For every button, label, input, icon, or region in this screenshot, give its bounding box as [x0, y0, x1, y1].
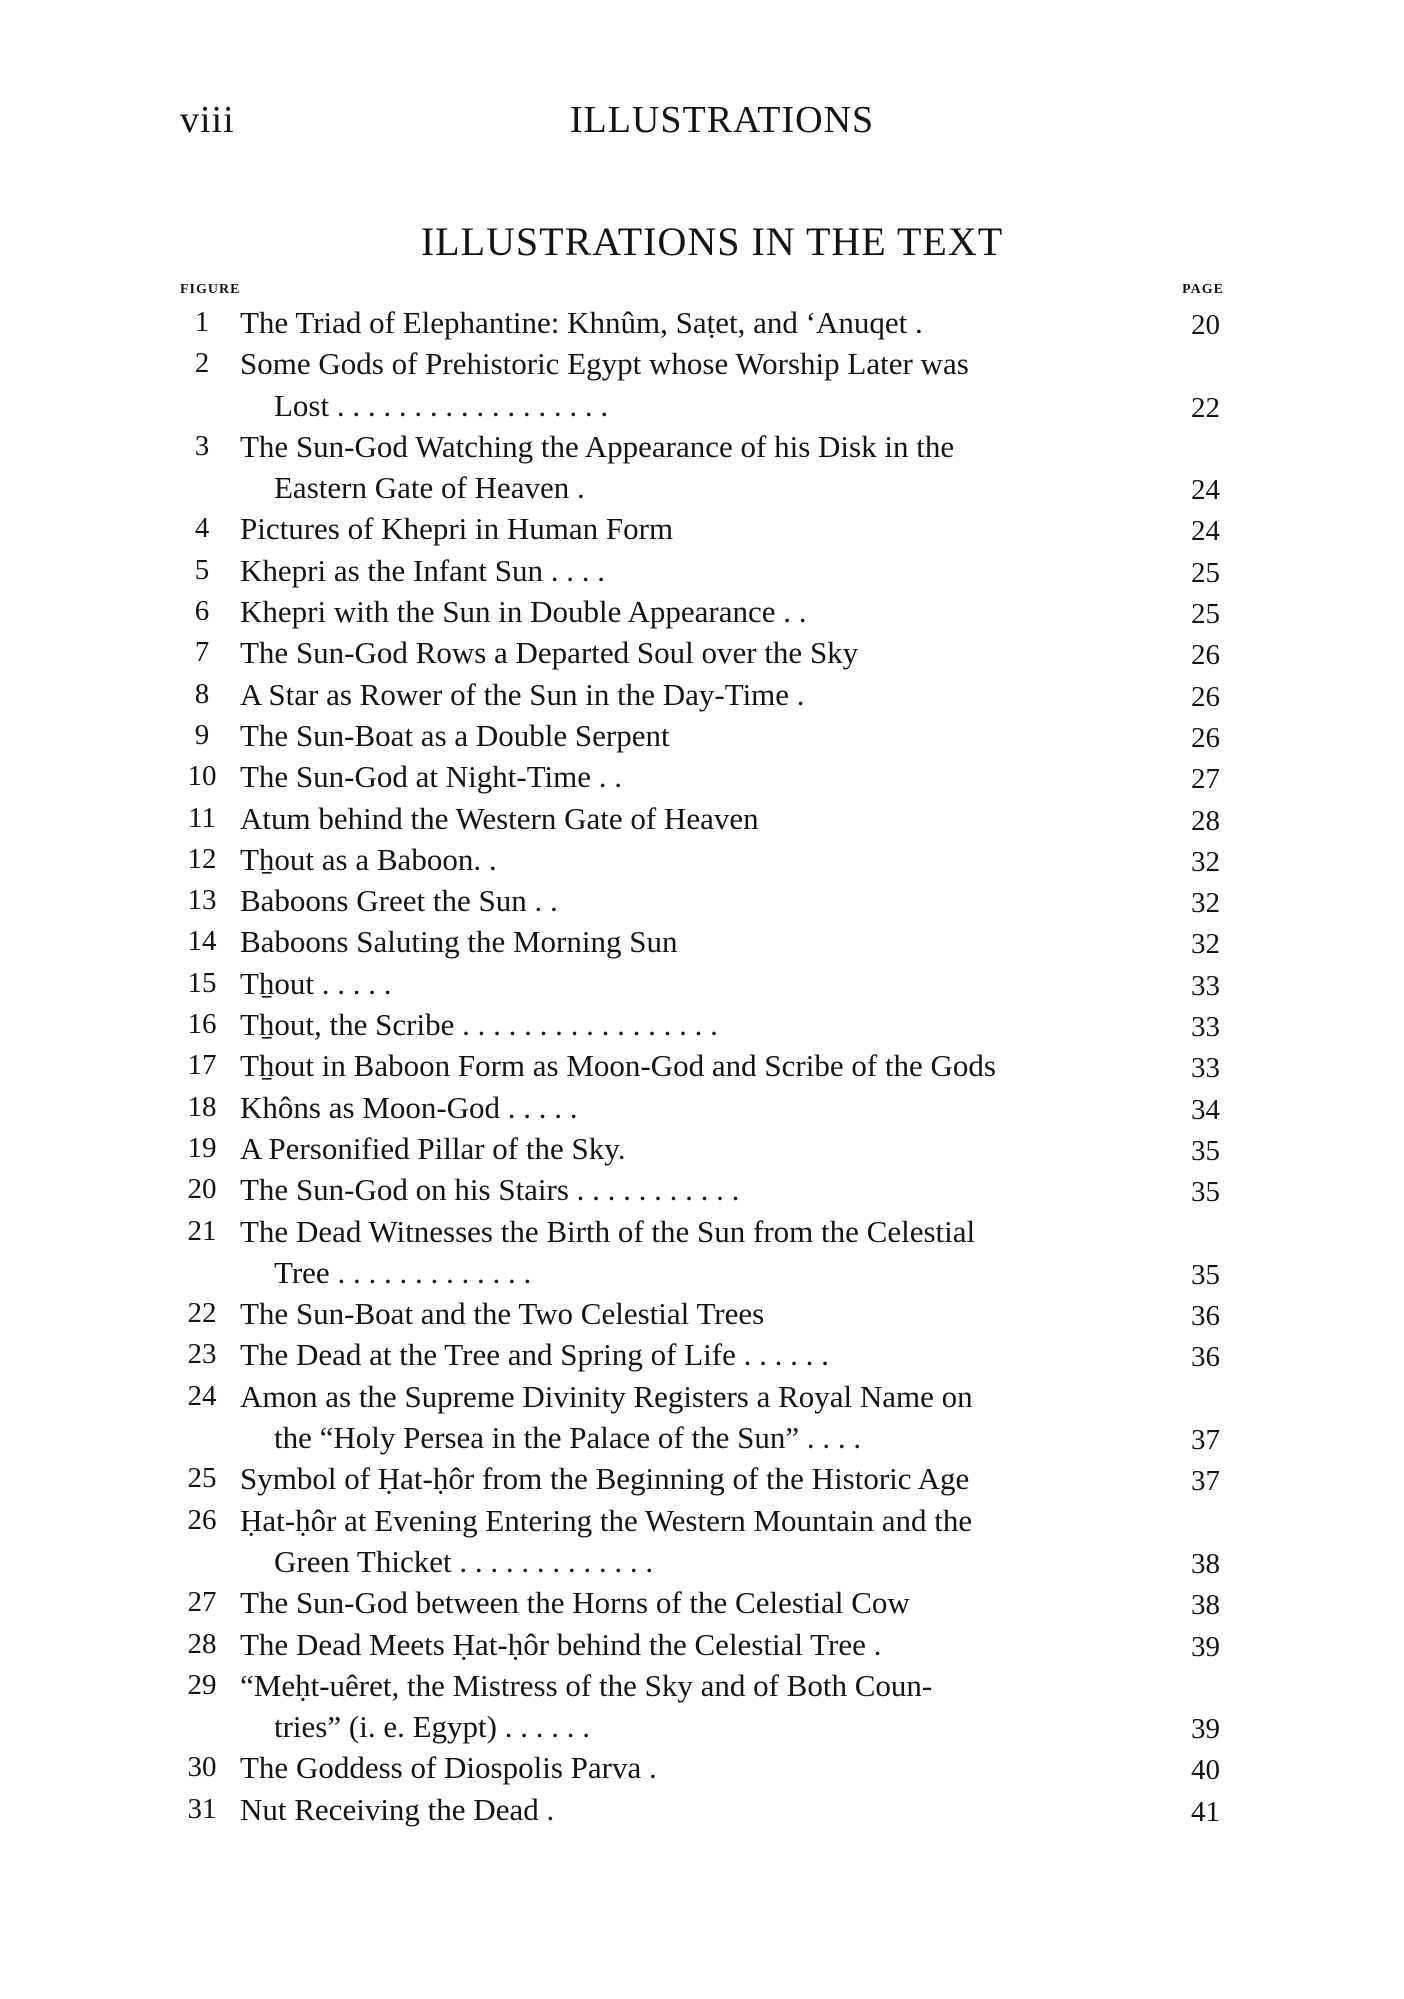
list-item: [180, 756, 1224, 797]
entry-line: [180, 1624, 1224, 1665]
entry-line: [180, 715, 1224, 756]
entry-line: [180, 1169, 1224, 1210]
page-reference: 27: [1191, 763, 1220, 796]
page-reference: 35: [1191, 1176, 1220, 1209]
page-reference: 33: [1191, 969, 1220, 1002]
page-reference: 25: [1191, 556, 1220, 589]
entry-line: [180, 1500, 1224, 1541]
entry-line: [180, 343, 1224, 384]
entry-title: Tẖout in Baboon Form as Moon-God and Scribe of the Gods: [240, 1048, 996, 1084]
running-title: ILLUSTRATIONS: [569, 99, 875, 141]
figure-number: 6: [194, 595, 210, 628]
page-reference: 24: [1191, 515, 1220, 548]
entry-title: Amon as the Supreme Divinity Registers a Royal Name on: [240, 1378, 973, 1414]
list-item: [180, 921, 1224, 962]
page-reference: 38: [1191, 1589, 1220, 1622]
list-item: [180, 343, 1224, 426]
list-item: [180, 1211, 1224, 1294]
list-item: [180, 1128, 1224, 1169]
entry-title: Tẖout, the Scribe . . . . . . . . . . . . . . . . .: [240, 1007, 718, 1043]
illustrations-list: [180, 302, 1224, 1830]
entry-line: [180, 839, 1224, 880]
entry-title: Khepri as the Infant Sun . . . .: [240, 552, 606, 588]
figure-number: 24: [187, 1379, 217, 1412]
page-reference: 35: [1191, 1134, 1220, 1167]
entry-line: [180, 467, 1224, 508]
list-item: [180, 798, 1224, 839]
page-reference: 32: [1191, 887, 1220, 920]
entry-title: The Sun-God on his Stairs . . . . . . . . . . .: [240, 1172, 740, 1208]
figure-number: 13: [187, 884, 217, 917]
page-reference: 24: [1191, 474, 1220, 507]
page-reference: 26: [1191, 639, 1220, 672]
running-head: [180, 98, 1224, 148]
entry-line: [180, 880, 1224, 921]
entry-title: Khôns as Moon-God . . . . .: [240, 1089, 578, 1125]
figure-number: 28: [187, 1627, 217, 1660]
entry-title: The Sun-Boat and the Two Celestial Trees: [240, 1296, 765, 1332]
entry-line: [180, 1293, 1224, 1334]
list-item: [180, 880, 1224, 921]
entry-title: Baboons Saluting the Morning Sun: [240, 924, 678, 960]
page-reference: 26: [1191, 680, 1220, 713]
figure-number: 18: [187, 1090, 217, 1123]
figure-number: 22: [187, 1297, 217, 1330]
page-column-header: PAGE: [1182, 282, 1224, 297]
entry-title: Baboons Greet the Sun . .: [240, 883, 558, 919]
page-reference: 32: [1191, 845, 1220, 878]
list-item: [180, 1747, 1224, 1788]
list-item: [180, 426, 1224, 509]
page-reference: 37: [1191, 1424, 1220, 1457]
entry-line: [180, 1458, 1224, 1499]
list-item: [180, 1045, 1224, 1086]
entry-title: The Dead Meets Ḥat-ḥôr behind the Celestial Tree .: [240, 1626, 882, 1662]
figure-number: 23: [187, 1338, 217, 1371]
entry-line: [180, 798, 1224, 839]
list-item: [180, 1789, 1224, 1830]
list-item: [180, 1169, 1224, 1210]
list-item: [180, 591, 1224, 632]
entry-line: [180, 1128, 1224, 1169]
entry-title: “Meḥt-uêret, the Mistress of the Sky and of Both Coun-: [240, 1667, 933, 1703]
entry-title: The Sun-God at Night-Time . .: [240, 759, 623, 795]
entry-line: [180, 756, 1224, 797]
entry-line: [180, 508, 1224, 549]
figure-number: 1: [194, 306, 210, 338]
entry-title: Symbol of Ḥat-ḥôr from the Beginning of the Historic Age: [240, 1461, 970, 1497]
page-reference: 35: [1191, 1258, 1220, 1291]
entry-line: [180, 550, 1224, 591]
entry-line: [180, 426, 1224, 467]
figure-number: 7: [194, 636, 210, 669]
entry-line: [180, 1045, 1224, 1086]
page-reference: 33: [1191, 1011, 1220, 1044]
list-item: [180, 1087, 1224, 1128]
entry-title: The Sun-God between the Horns of the Celestial Cow: [240, 1585, 910, 1621]
section-title: ILLUSTRATIONS IN THE TEXT: [420, 219, 1004, 264]
figure-number: 17: [187, 1049, 217, 1082]
figure-number: 8: [194, 677, 210, 710]
figure-number: 20: [187, 1173, 217, 1206]
entry-title: the “Holy Persea in the Palace of the Sun” . . . .: [274, 1420, 862, 1456]
list-item: [180, 1334, 1224, 1375]
entry-title: The Sun-God Watching the Appearance of his Disk in the: [240, 428, 955, 464]
list-item: [180, 1458, 1224, 1499]
entry-title: Tẖout as a Baboon. .: [240, 841, 497, 877]
entry-title: Lost . . . . . . . . . . . . . . . . . .: [274, 387, 609, 423]
page-reference: 33: [1191, 1052, 1220, 1085]
list-item: [180, 508, 1224, 549]
entry-line: [180, 1747, 1224, 1788]
entry-line: [180, 963, 1224, 1004]
entry-line: [180, 1004, 1224, 1045]
entry-line: [180, 1789, 1224, 1830]
figure-number: 5: [194, 553, 210, 586]
figure-number: 3: [194, 429, 210, 462]
list-item: [180, 839, 1224, 880]
entry-line: [180, 1665, 1224, 1706]
entry-line: [180, 1087, 1224, 1128]
figure-number: 12: [187, 842, 217, 875]
page-reference: 40: [1191, 1754, 1220, 1787]
entry-title: The Goddess of Diospolis Parva .: [240, 1750, 657, 1786]
entry-line: [180, 1211, 1224, 1252]
figure-number: 11: [188, 801, 216, 834]
list-item: [180, 1582, 1224, 1623]
list-item: [180, 1293, 1224, 1334]
entry-title: Tẖout . . . . .: [240, 965, 392, 1001]
list-item: [180, 1004, 1224, 1045]
page-reference: 36: [1191, 1341, 1220, 1374]
entry-line: [180, 1376, 1224, 1417]
list-item: [180, 1624, 1224, 1665]
entry-title: The Sun-Boat as a Double Serpent: [240, 717, 670, 753]
list-item: [180, 1376, 1224, 1459]
figure-number: 4: [194, 512, 210, 545]
list-item: [180, 632, 1224, 673]
page-reference: 38: [1191, 1547, 1220, 1580]
page-reference: 39: [1191, 1630, 1220, 1663]
figure-number: 19: [187, 1131, 217, 1164]
page-number: viii: [180, 99, 235, 141]
list-item: [180, 302, 1224, 343]
entry-line: [180, 632, 1224, 673]
figure-number: 30: [187, 1751, 217, 1784]
entry-title: A Personified Pillar of the Sky.: [240, 1130, 626, 1166]
entry-title: Ḥat-ḥôr at Evening Entering the Western Mountain and the: [240, 1502, 973, 1538]
entry-title: Atum behind the Western Gate of Heaven: [240, 800, 759, 836]
entry-line: [180, 385, 1224, 426]
figure-number: 9: [194, 718, 210, 751]
page-reference: 26: [1191, 721, 1220, 754]
page-reference: 34: [1191, 1093, 1220, 1126]
entry-title: Khepri with the Sun in Double Appearance . .: [240, 594, 807, 630]
entry-line: [180, 921, 1224, 962]
entry-line: [180, 1334, 1224, 1375]
page-reference: 32: [1191, 928, 1220, 961]
entry-title: tries” (i. e. Egypt) . . . . . .: [274, 1709, 590, 1745]
figure-number: 27: [187, 1586, 217, 1619]
page-reference: 25: [1191, 598, 1220, 631]
figure-number: 2: [194, 347, 210, 380]
page-reference: 22: [1191, 391, 1220, 424]
page-reference: 37: [1191, 1465, 1220, 1498]
figure-number: 10: [187, 760, 217, 793]
page-reference: 39: [1191, 1713, 1220, 1746]
figure-column-header: FIGURE: [180, 282, 241, 297]
list-item: [180, 1665, 1224, 1748]
entry-title: Tree . . . . . . . . . . . . .: [274, 1254, 532, 1290]
list-item: [180, 1500, 1224, 1583]
figure-number: 21: [187, 1214, 217, 1247]
entry-title: Pictures of Khepri in Human Form: [240, 511, 674, 547]
figure-number: 26: [187, 1503, 217, 1536]
entry-line: [180, 1706, 1224, 1747]
entry-title: Green Thicket . . . . . . . . . . . . .: [274, 1543, 654, 1579]
entry-line: [180, 591, 1224, 632]
figure-number: 16: [187, 1008, 217, 1041]
entry-title: Some Gods of Prehistoric Egypt whose Worship Later was: [240, 346, 969, 382]
entry-title: The Dead Witnesses the Birth of the Sun from the Celestial: [240, 1213, 976, 1249]
entry-line: [180, 1252, 1224, 1293]
page-reference: 20: [1191, 309, 1220, 341]
entry-line: [180, 674, 1224, 715]
entry-line: [180, 1582, 1224, 1623]
entry-line: [180, 1417, 1224, 1458]
page-reference: 41: [1191, 1795, 1220, 1828]
list-item: [180, 715, 1224, 756]
figure-number: 31: [187, 1792, 217, 1825]
entry-title: The Triad of Elephantine: Khnûm, Saṭet, and ‘Anuqet .: [240, 305, 923, 340]
figure-number: 25: [187, 1462, 217, 1495]
entry-line: [180, 302, 1224, 343]
entry-title: The Dead at the Tree and Spring of Life . . . . . .: [240, 1337, 829, 1373]
list-item: [180, 963, 1224, 1004]
figure-number: 29: [187, 1668, 217, 1701]
list-item: [180, 674, 1224, 715]
entry-title: A Star as Rower of the Sun in the Day-Time .: [240, 676, 805, 712]
figure-number: 14: [187, 925, 217, 958]
entry-title: Nut Receiving the Dead .: [240, 1791, 555, 1827]
page-reference: 36: [1191, 1300, 1220, 1333]
entry-line: [180, 1541, 1224, 1582]
list-item: [180, 550, 1224, 591]
figure-number: 15: [187, 966, 217, 999]
column-headers: [180, 282, 1224, 302]
entry-title: The Sun-God Rows a Departed Soul over the Sky: [240, 635, 859, 671]
page-reference: 28: [1191, 804, 1220, 837]
entry-title: Eastern Gate of Heaven .: [274, 470, 585, 506]
